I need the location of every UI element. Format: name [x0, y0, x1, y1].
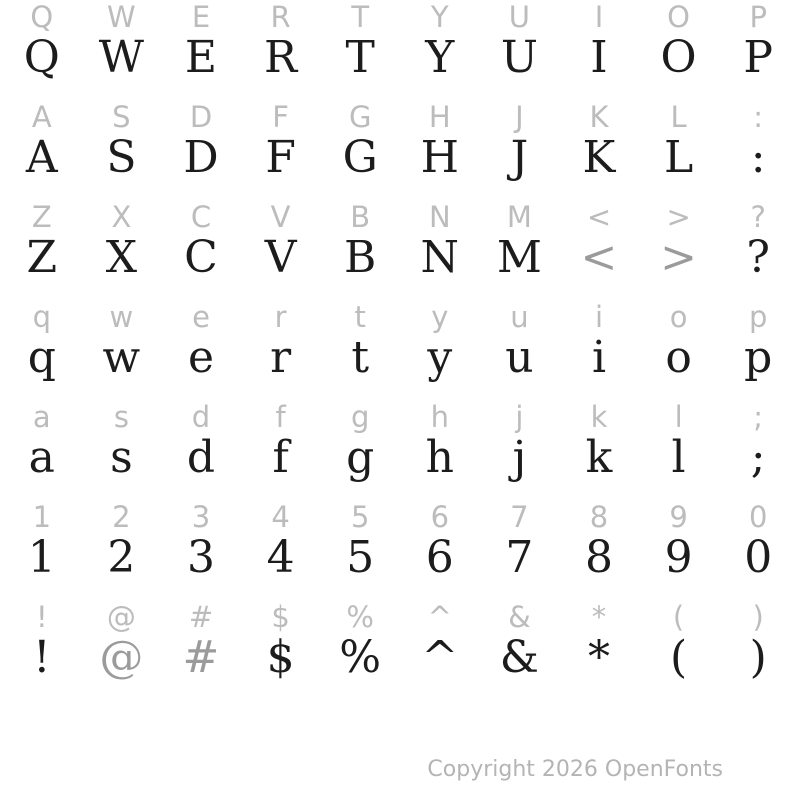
ghost-glyph: G [348, 100, 372, 134]
ghost-glyph: : [753, 100, 764, 134]
ghost-row [2, 100, 798, 132]
serif-glyph: P [743, 32, 773, 83]
ghost-glyph: T [351, 0, 370, 34]
serif-glyph: ! [32, 632, 51, 683]
serif-glyph: ^ [421, 632, 459, 683]
serif-glyph: 2 [107, 532, 136, 583]
serif-glyph: f [272, 432, 289, 483]
ghost-glyph: X [111, 200, 132, 234]
ghost-glyph: e [192, 300, 210, 334]
ghost-glyph: ( [672, 600, 685, 634]
serif-glyph: k [585, 432, 613, 483]
serif-glyph: Q [23, 32, 60, 83]
ghost-glyph: L [670, 100, 687, 134]
serif-glyph: $ [266, 632, 295, 683]
ghost-glyph: N [428, 200, 451, 234]
serif-glyph: u [505, 332, 534, 383]
serif-glyph: y [427, 332, 453, 383]
ghost-glyph: r [274, 300, 287, 334]
serif-glyph: C [184, 232, 218, 283]
ghost-glyph: 7 [510, 500, 529, 534]
serif-glyph: W [98, 32, 144, 83]
ghost-glyph: t [354, 300, 366, 334]
serif-glyph: l [671, 432, 686, 483]
ghost-glyph: # [188, 600, 214, 634]
serif-glyph: ? [746, 232, 770, 283]
serif-glyph: O [660, 32, 697, 83]
ghost-glyph: D [189, 100, 213, 134]
serif-glyph: Z [26, 232, 58, 283]
serif-glyph: s [110, 432, 133, 483]
serif-glyph: G [342, 132, 378, 183]
ghost-glyph: V [270, 200, 291, 234]
serif-glyph: r [270, 332, 292, 383]
serif-glyph: & [499, 632, 539, 683]
ghost-glyph: % [346, 600, 374, 634]
ghost-glyph: I [594, 0, 604, 34]
specimen-row [2, 32, 798, 83]
ghost-glyph: 1 [32, 500, 52, 534]
serif-glyph: g [346, 432, 375, 483]
ghost-glyph: H [428, 100, 451, 134]
ghost-glyph: F [272, 100, 289, 134]
ghost-glyph: 0 [748, 500, 768, 534]
serif-glyph: ) [749, 632, 767, 683]
specimen-row [2, 632, 798, 683]
ghost-glyph: Q [30, 0, 54, 34]
ghost-glyph: C [190, 200, 212, 234]
ghost-glyph: f [275, 400, 286, 434]
ghost-glyph: 8 [589, 500, 609, 534]
glyph-row-pair [2, 300, 798, 400]
glyph-row-pair [2, 500, 798, 600]
ghost-glyph: B [350, 200, 371, 234]
serif-glyph: : [750, 132, 766, 183]
ghost-glyph: w [109, 300, 134, 334]
glyph-row-pair [2, 200, 798, 300]
serif-glyph: @ [99, 632, 144, 683]
ghost-glyph: u [510, 300, 529, 334]
serif-glyph: w [102, 332, 141, 383]
serif-glyph: 8 [584, 532, 613, 583]
ghost-glyph: $ [271, 600, 290, 634]
ghost-glyph: l [674, 400, 683, 434]
glyph-row-pair [2, 400, 798, 500]
serif-glyph: H [420, 132, 459, 183]
ghost-glyph: S [112, 100, 131, 134]
serif-glyph: A [25, 132, 58, 183]
ghost-glyph: @ [106, 600, 136, 634]
serif-glyph: ; [750, 432, 766, 483]
ghost-glyph: Z [31, 200, 52, 234]
serif-glyph: 9 [664, 532, 693, 583]
serif-glyph: B [344, 232, 377, 283]
specimen-row [2, 432, 798, 483]
serif-glyph: K [582, 132, 616, 183]
serif-glyph: I [590, 32, 608, 83]
serif-glyph: % [339, 632, 382, 683]
serif-glyph: N [420, 232, 460, 283]
serif-glyph: V [264, 232, 297, 283]
serif-glyph: U [500, 32, 538, 83]
serif-glyph: D [183, 132, 219, 183]
serif-glyph: i [591, 332, 607, 383]
serif-glyph: 7 [505, 532, 534, 583]
serif-glyph: R [264, 32, 298, 83]
ghost-row [2, 200, 798, 232]
ghost-glyph: A [31, 100, 52, 134]
specimen-row [2, 132, 798, 183]
serif-glyph: 5 [346, 532, 375, 583]
ghost-glyph: p [748, 300, 768, 334]
serif-glyph: < [580, 232, 618, 283]
serif-glyph: F [265, 132, 296, 183]
character-map [2, 0, 798, 700]
ghost-glyph: j [515, 400, 524, 434]
ghost-glyph: < [586, 200, 612, 234]
glyph-row-pair [2, 0, 798, 100]
ghost-glyph: ? [750, 200, 766, 234]
ghost-glyph: R [270, 0, 291, 34]
serif-glyph: 4 [266, 532, 295, 583]
ghost-glyph: ) [752, 600, 764, 634]
serif-glyph: Y [425, 32, 455, 83]
ghost-glyph: U [508, 0, 530, 34]
serif-glyph: L [663, 132, 694, 183]
serif-glyph: 1 [27, 532, 56, 583]
ghost-glyph: 5 [350, 500, 370, 534]
serif-glyph: p [744, 332, 773, 383]
serif-glyph: * [587, 632, 610, 683]
ghost-glyph: K [589, 100, 609, 134]
ghost-glyph: q [32, 300, 51, 334]
serif-glyph: S [106, 132, 137, 183]
specimen-row [2, 532, 798, 583]
ghost-glyph: ! [35, 600, 48, 634]
ghost-glyph: h [430, 400, 449, 434]
serif-glyph: M [496, 232, 542, 283]
ghost-glyph: > [666, 200, 691, 234]
serif-glyph: X [105, 232, 138, 283]
serif-glyph: E [184, 32, 218, 83]
serif-glyph: 6 [425, 532, 454, 583]
ghost-glyph: 6 [430, 500, 450, 534]
ghost-glyph: 9 [669, 500, 688, 534]
serif-glyph: d [186, 432, 216, 483]
ghost-glyph: ^ [427, 600, 452, 634]
ghost-glyph: M [506, 200, 532, 234]
serif-glyph: a [28, 432, 55, 483]
ghost-glyph: P [749, 0, 767, 34]
ghost-row [2, 600, 798, 632]
ghost-row [2, 500, 798, 532]
serif-glyph: 0 [744, 532, 773, 583]
serif-glyph: j [512, 432, 527, 483]
ghost-glyph: O [667, 0, 690, 34]
serif-glyph: h [425, 432, 454, 483]
ghost-glyph: Y [430, 0, 449, 34]
ghost-glyph: 3 [191, 500, 211, 534]
serif-glyph: > [660, 232, 698, 283]
specimen-row [2, 232, 798, 283]
glyph-row-pair [2, 600, 798, 700]
serif-glyph: 3 [186, 532, 215, 583]
serif-glyph: o [665, 332, 692, 383]
ghost-row [2, 300, 798, 332]
ghost-glyph: E [191, 0, 211, 34]
ghost-glyph: J [515, 100, 524, 134]
ghost-glyph: k [590, 400, 608, 434]
footer-copyright: Copyright 2026 OpenFonts [427, 757, 723, 782]
ghost-row [2, 0, 798, 32]
ghost-glyph: a [32, 400, 51, 434]
serif-glyph: ( [670, 632, 688, 683]
ghost-row [2, 400, 798, 432]
serif-glyph: t [351, 332, 370, 383]
ghost-glyph: i [594, 300, 604, 334]
serif-glyph: e [187, 332, 215, 383]
ghost-glyph: & [508, 600, 531, 634]
ghost-glyph: s [113, 400, 129, 434]
ghost-glyph: W [107, 0, 136, 34]
ghost-glyph: * [591, 600, 607, 634]
serif-glyph: T [345, 32, 375, 83]
ghost-glyph: o [669, 300, 688, 334]
serif-glyph: # [182, 632, 220, 683]
glyph-row-pair [2, 100, 798, 200]
ghost-glyph: 2 [112, 500, 131, 534]
serif-glyph: J [510, 132, 529, 183]
ghost-glyph: ; [753, 400, 764, 434]
ghost-glyph: y [431, 300, 449, 334]
specimen-row [2, 332, 798, 383]
serif-glyph: q [27, 332, 56, 383]
ghost-glyph: 4 [271, 500, 290, 534]
ghost-glyph: d [191, 400, 211, 434]
ghost-glyph: g [350, 400, 370, 434]
